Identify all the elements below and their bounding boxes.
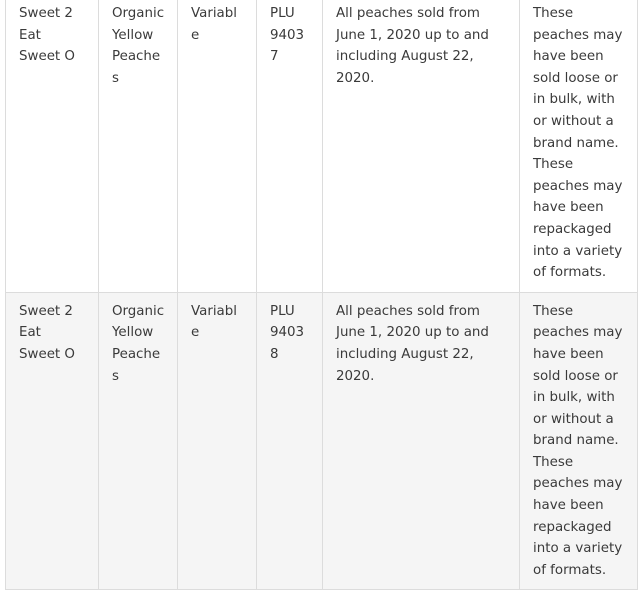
dates-cell — [323, 0, 520, 292]
size-cell — [178, 292, 257, 590]
product-text: Organic Yellow Peaches — [112, 303, 165, 384]
size-text: Variable — [191, 303, 237, 341]
code-text: PLU 94038 — [270, 303, 305, 362]
code-text: PLU 94037 — [270, 6, 305, 65]
brand-text: Sweet 2 Eat Sweet O — [19, 6, 75, 65]
dates-cell — [323, 292, 520, 590]
code-cell — [257, 292, 323, 590]
notes-cell — [520, 292, 638, 590]
table-row — [6, 0, 638, 292]
product-cell — [99, 292, 178, 590]
table-row — [6, 292, 638, 590]
dates-text: All peaches sold from June 1, 2020 up to and including August 22, 2020. — [336, 6, 489, 86]
brand-cell — [6, 0, 99, 292]
recall-table — [5, 0, 638, 590]
brand-text: Sweet 2 Eat Sweet O — [19, 303, 75, 362]
code-cell — [257, 0, 323, 292]
brand-cell — [6, 292, 99, 590]
product-text: Organic Yellow Peaches — [112, 6, 165, 86]
size-text: Variable — [191, 6, 237, 43]
product-cell — [99, 0, 178, 292]
notes-text: These peaches may have been sold loose or in bulk, with or without a brand name. These peaches may have been repackaged into a variety of formats. — [533, 303, 623, 578]
notes-cell — [520, 0, 638, 292]
notes-text: These peaches may have been sold loose or in bulk, with or without a brand name. These peaches may have been repackaged into a variety of formats. — [533, 6, 623, 281]
dates-text: All peaches sold from June 1, 2020 up to and including August 22, 2020. — [336, 303, 489, 384]
size-cell — [178, 0, 257, 292]
